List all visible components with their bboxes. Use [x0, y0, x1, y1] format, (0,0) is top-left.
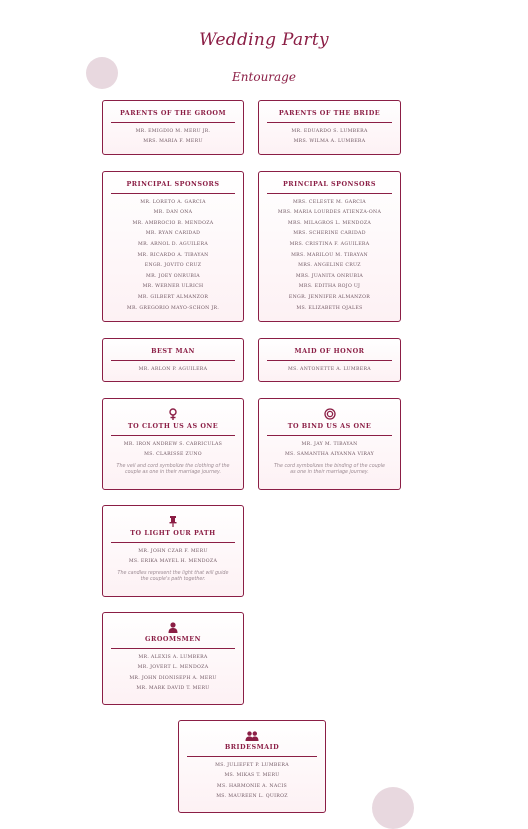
name-item: MR. IRON ANDREW S. CABRICULAS	[123, 441, 223, 447]
name-item: MR. JOHN DIONISEPH A. MERU	[129, 675, 217, 681]
to-cloth-us-card	[102, 398, 244, 490]
bridesmaid-card	[178, 720, 326, 813]
name-item: MR. EDUARDO S. LUMBERA	[291, 128, 368, 134]
best-man-card	[102, 338, 244, 382]
name-item: MR. RYAN CARIDAD	[145, 231, 201, 237]
name-item: MRS. CRISTINA F. AGUILERA	[289, 242, 370, 248]
card-heading: GROOMSMEN	[111, 636, 235, 649]
groomsmen-card	[102, 612, 244, 705]
card-note: The veil and cord symbolize the clothing of the couple as one in their marriage journey.	[116, 463, 230, 475]
name-item: MR. WERNER ULRICH	[142, 284, 204, 290]
name-item: MR. GILBERT ALMANZOR	[137, 295, 209, 301]
to-bind-us-card	[258, 398, 401, 490]
candle-icon	[168, 515, 178, 527]
venus-icon	[168, 408, 178, 420]
card-heading: PARENTS OF THE GROOM	[111, 110, 235, 123]
name-item: MS. ANTONETTE A. LUMBERA	[287, 366, 371, 372]
card-note: The cord symbolizes the binding of the couple as one in their marriage journey.	[274, 463, 385, 475]
name-item: MR. JOHN CZAR F. MERU	[138, 548, 208, 554]
parents-of-bride-card	[258, 100, 401, 155]
card-heading: TO LIGHT OUR PATH	[111, 530, 235, 543]
name-item: ENGR. JOVITO CRUZ	[144, 263, 202, 269]
name-item: MR. RICARDO A. TIBAYAN	[137, 252, 209, 258]
card-heading: PARENTS OF THE BRIDE	[267, 110, 392, 123]
name-item: MS. JULIEFET P. LUMBERA	[215, 762, 289, 768]
name-item: MS. SAMANTHA AIYANNA VIRAY	[284, 452, 375, 458]
person-icon	[168, 622, 178, 633]
page-title: Wedding Party	[199, 30, 329, 50]
rings-icon	[324, 408, 336, 420]
card-note: The candles represent the light that will guide the couple's path together.	[117, 570, 229, 582]
name-item: MR. EMIGDIO M. MERU JR.	[135, 128, 211, 134]
name-item: MRS. JUANITA ONRUBIA	[295, 273, 364, 279]
name-item: MR. JOEY ONRUBIA	[146, 273, 200, 279]
name-item: MR. DAN ONA	[153, 210, 193, 216]
card-heading: MAID OF HONOR	[267, 348, 392, 361]
name-item: MS. ERIKA MAYEL H. MENDOZA	[128, 559, 218, 565]
name-item: ENGR. JENNIFER ALMANZOR	[288, 295, 371, 301]
name-item: MR. JAY M. TIBAYAN	[301, 441, 358, 447]
to-light-our-path-card	[102, 505, 244, 597]
name-item: MRS. CELESTE M. GARCIA	[292, 199, 366, 205]
card-heading: PRINCIPAL SPONSORS	[267, 181, 392, 194]
people-group-icon	[245, 731, 259, 741]
name-item: MS. CLARISSE ZUNO	[144, 452, 202, 458]
name-item: MR. ALEXIS A. LUMBERA	[138, 654, 208, 660]
name-item: MRS. MILAGROS L. MENDOZA	[287, 220, 372, 226]
name-item: MRS. MARIA LOURDES ATIENZA-ONA	[277, 210, 382, 216]
name-item: MRS. EDITHA ROJO UJ	[298, 284, 361, 290]
name-item: MS. HARMONIE A. NACIS	[216, 783, 288, 789]
card-heading: BEST MAN	[111, 348, 235, 361]
name-item: MRS. MARILOU M. TIBAYAN	[291, 252, 368, 258]
decorative-circle-top	[86, 57, 118, 89]
name-item: MR. ARNOL D. AGUILERA	[137, 242, 209, 248]
page-subtitle: Entourage	[232, 70, 296, 84]
name-item: MRS. ANGELINE CRUZ	[298, 263, 361, 269]
name-item: MS. MIKAS T. MERU	[224, 773, 280, 779]
name-item: MR. GREGORIO MAYO-SCHON JR.	[126, 305, 220, 311]
card-heading: TO CLOTH US AS ONE	[111, 423, 235, 436]
name-item: MR. AMBROCIO B. MENDOZA	[132, 220, 214, 226]
card-heading: TO BIND US AS ONE	[267, 423, 392, 436]
name-item: MRS. MARIA F. MERU	[143, 139, 203, 145]
name-item: MR. MARK DAVID T. MERU	[136, 686, 210, 692]
parents-of-groom-card	[102, 100, 244, 155]
name-item: MR. ARLON P. AGUILERA	[138, 366, 208, 372]
maid-of-honor-card	[258, 338, 401, 382]
name-item: MR. LORETO A. GARCIA	[140, 199, 206, 205]
card-heading: PRINCIPAL SPONSORS	[111, 181, 235, 194]
name-item: MS. ELIZABETH OJALES	[296, 305, 363, 311]
principal-sponsors-right-card	[258, 171, 401, 322]
name-item: MR. JOVERT L. MENDOZA	[137, 665, 209, 671]
name-item: MRS. SCHERINE CARIDAD	[293, 231, 366, 237]
name-item: MRS. WILMA A. LUMBERA	[293, 139, 366, 145]
card-heading: BRIDESMAID	[187, 744, 317, 757]
principal-sponsors-left-card	[102, 171, 244, 322]
name-item: MS. MAUREEN L. QUIROZ	[216, 794, 288, 800]
